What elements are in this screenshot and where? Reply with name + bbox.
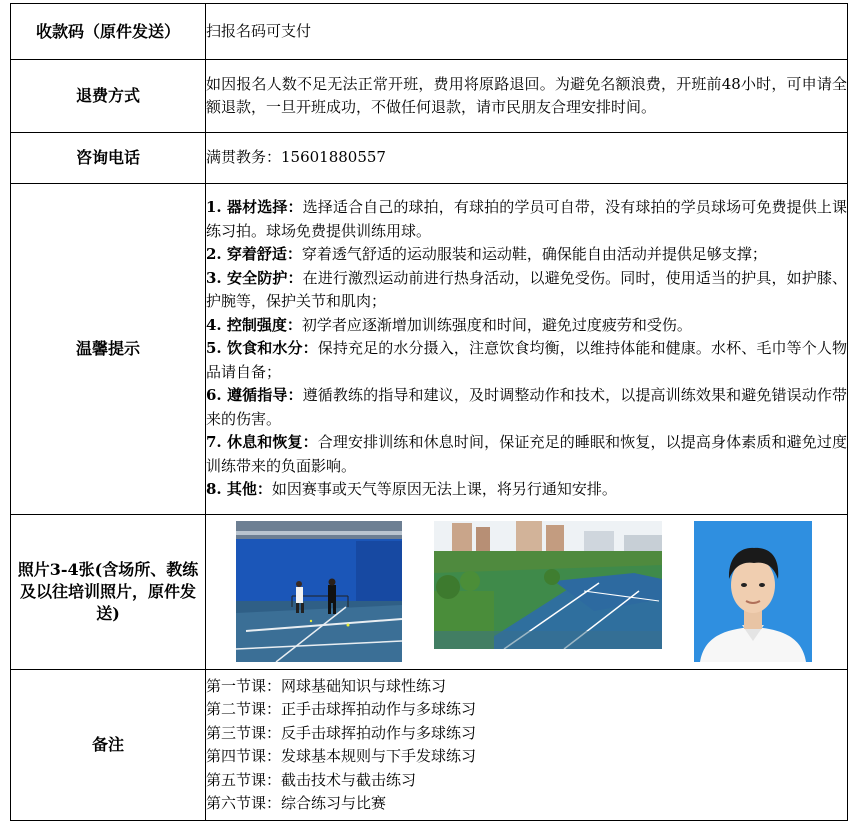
tip-title: 7. 休息和恢复： [206, 433, 318, 452]
lesson-item: 第四节课：发球基本规则与下手发球练习 [206, 747, 477, 765]
tip-title: 5. 饮食和水分： [206, 339, 318, 358]
tips-list [206, 184, 848, 515]
tip-title: 3. 安全防护： [206, 268, 303, 287]
refund-value: 如因报名人数不足无法正常开班，费用将原路退回。为避免名额浪费，开班前48小时，可申请全额退款，一旦开班成功，不做任何退款，请市民朋友合理安排时间。 [206, 60, 848, 133]
tips-label: 温馨提示 [11, 184, 206, 515]
course-info-table [10, 3, 848, 821]
tip-text: 合理安排训练和休息时间，保证充足的睡眠和恢复，以提高身体素质和避免过度训练带来的负面影响。 [206, 433, 847, 475]
tip-title: 6. 遵循指导： [206, 386, 303, 405]
tip-title: 2. 穿着舒适： [206, 245, 302, 264]
tip-item [206, 384, 847, 431]
phone-row [11, 133, 848, 184]
tip-text: 穿着透气舒适的运动服装和运动鞋，确保能自由活动并提供足够支撑； [301, 245, 767, 264]
tip-text: 遵循教练的指导和建议，及时调整动作和技术，以提高训练效果和避免错误动作带来的伤害。 [206, 386, 847, 428]
tip-text: 初学者应逐渐增加训练强度和时间，避免过度疲劳和受伤。 [301, 315, 692, 334]
tip-text: 如因赛事或天气等原因无法上课，将另行通知安排。 [271, 480, 617, 499]
photo-strip [206, 515, 847, 669]
tip-item [206, 337, 847, 384]
tip-title: 4. 控制强度： [206, 315, 302, 334]
tips-row [11, 184, 848, 515]
tip-item [206, 314, 847, 338]
tip-item [206, 196, 847, 243]
refund-label: 退费方式 [11, 60, 206, 133]
tip-item [206, 267, 847, 314]
tip-item [206, 431, 847, 478]
phone-value: 满贯教务：15601880557 [206, 133, 848, 184]
phone-label: 咨询电话 [11, 133, 206, 184]
lesson-item: 第六节课：综合练习与比赛 [206, 794, 387, 812]
lesson-item: 第三节课：反手击球挥拍动作与多球练习 [206, 723, 477, 742]
photos-row [11, 515, 848, 670]
outdoor-tennis-courts-photo [434, 521, 662, 662]
tip-title: 1. 器材选择： [206, 198, 303, 217]
tip-item [206, 478, 847, 502]
payment-qr-row [11, 4, 848, 60]
refund-row [11, 60, 848, 133]
lesson-item: 第一节课：网球基础知识与球性练习 [206, 676, 447, 695]
lesson-item: 第五节课：截击技术与截击练习 [206, 770, 417, 789]
tip-title: 8. 其他： [206, 480, 272, 499]
indoor-tennis-court-photo [236, 521, 402, 662]
tip-item [206, 243, 847, 267]
photos-cell [206, 515, 848, 670]
photos-label: 照片3-4张(含场所、教练及以往培训照片，原件发送) [11, 515, 206, 670]
notes-label: 备注 [11, 670, 206, 821]
payment-qr-label: 收款码（原件发送） [11, 4, 206, 60]
tip-text: 在进行激烈运动前进行热身活动，以避免受伤。同时，使用适当的护具，如护膝、护腕等，保护关节和肌肉； [206, 268, 847, 311]
tip-text: 选择适合自己的球拍，有球拍的学员可自带，没有球拍的学员球场可免费提供上课练习拍。球场免费提供训练用球。 [206, 198, 847, 240]
payment-qr-value: 扫报名码可支付 [206, 4, 848, 60]
lesson-item: 第二节课：正手击球挥拍动作与多球练习 [206, 700, 477, 718]
coach-portrait-photo [694, 521, 812, 662]
lesson-list [206, 670, 848, 821]
tip-text: 保持充足的水分摄入，注意饮食均衡，以维持体能和健康。水杯、毛巾等个人物品请自备； [206, 339, 847, 381]
notes-row [11, 670, 848, 821]
